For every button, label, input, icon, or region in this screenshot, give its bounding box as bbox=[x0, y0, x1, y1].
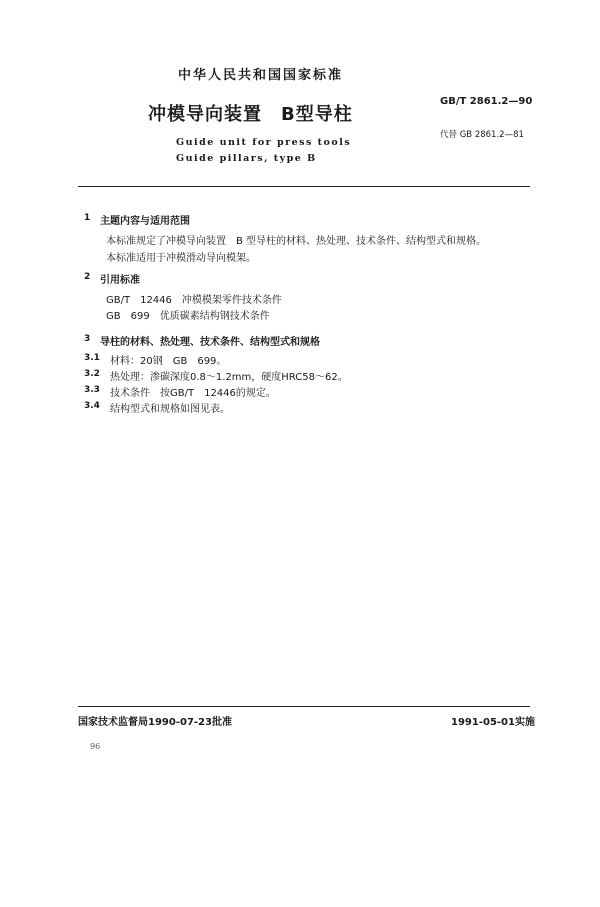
approval-line: 国家技术监督局1990-07-23批准 bbox=[78, 717, 232, 728]
item-3-4-number: 3.4 bbox=[84, 401, 100, 411]
item-3-2-number: 3.2 bbox=[84, 369, 100, 379]
item-3-2-text: 热处理：渗碳深度0.8～1.2mm，硬度HRC58～62。 bbox=[110, 372, 348, 383]
section-3-number: 3 bbox=[84, 334, 91, 344]
section-3-title: 导柱的材料、热处理、技术条件、结构型式和规格 bbox=[100, 337, 320, 348]
national-standard-title: 中华人民共和国国家标准 bbox=[178, 68, 344, 83]
english-title-line-1: Guide unit for press tools bbox=[176, 137, 352, 148]
section-1-number: 1 bbox=[84, 213, 91, 223]
replaces-standard: 代替 GB 2861.2—81 bbox=[440, 130, 524, 140]
implementation-date: 1991-05-01实施 bbox=[451, 717, 535, 728]
reference-gb-699: GB 699 优质碳素结构钢技术条件 bbox=[106, 311, 270, 322]
item-3-4-text: 结构型式和规格如图见表。 bbox=[110, 404, 230, 415]
section-2-title: 引用标准 bbox=[100, 275, 140, 286]
item-3-1-text: 材料：20钢 GB 699。 bbox=[110, 356, 227, 367]
section-1-paragraph-1: 本标准规定了冲模导向装置 B 型导柱的材料、热处理、技术条件、结构型式和规格。 bbox=[106, 236, 487, 247]
section-1-paragraph-2: 本标准适用于冲模滑动导向模架。 bbox=[106, 253, 256, 264]
item-3-3-number: 3.3 bbox=[84, 385, 100, 395]
document-title: 冲模导向装置 B型导柱 bbox=[148, 104, 353, 125]
page-number: 96 bbox=[90, 742, 101, 751]
item-3-3-text: 技术条件 按GB/T 12446的规定。 bbox=[110, 388, 276, 399]
reference-gbt-12446: GB/T 12446 冲模模架零件技术条件 bbox=[106, 295, 282, 306]
section-1-title: 主题内容与适用范围 bbox=[100, 216, 190, 227]
section-2-number: 2 bbox=[84, 272, 91, 282]
footer-divider bbox=[78, 706, 530, 707]
standard-number: GB/T 2861.2—90 bbox=[440, 96, 533, 107]
english-title-line-2: Guide pillars, type B bbox=[176, 153, 317, 164]
header-divider bbox=[78, 186, 530, 187]
item-3-1-number: 3.1 bbox=[84, 353, 100, 363]
